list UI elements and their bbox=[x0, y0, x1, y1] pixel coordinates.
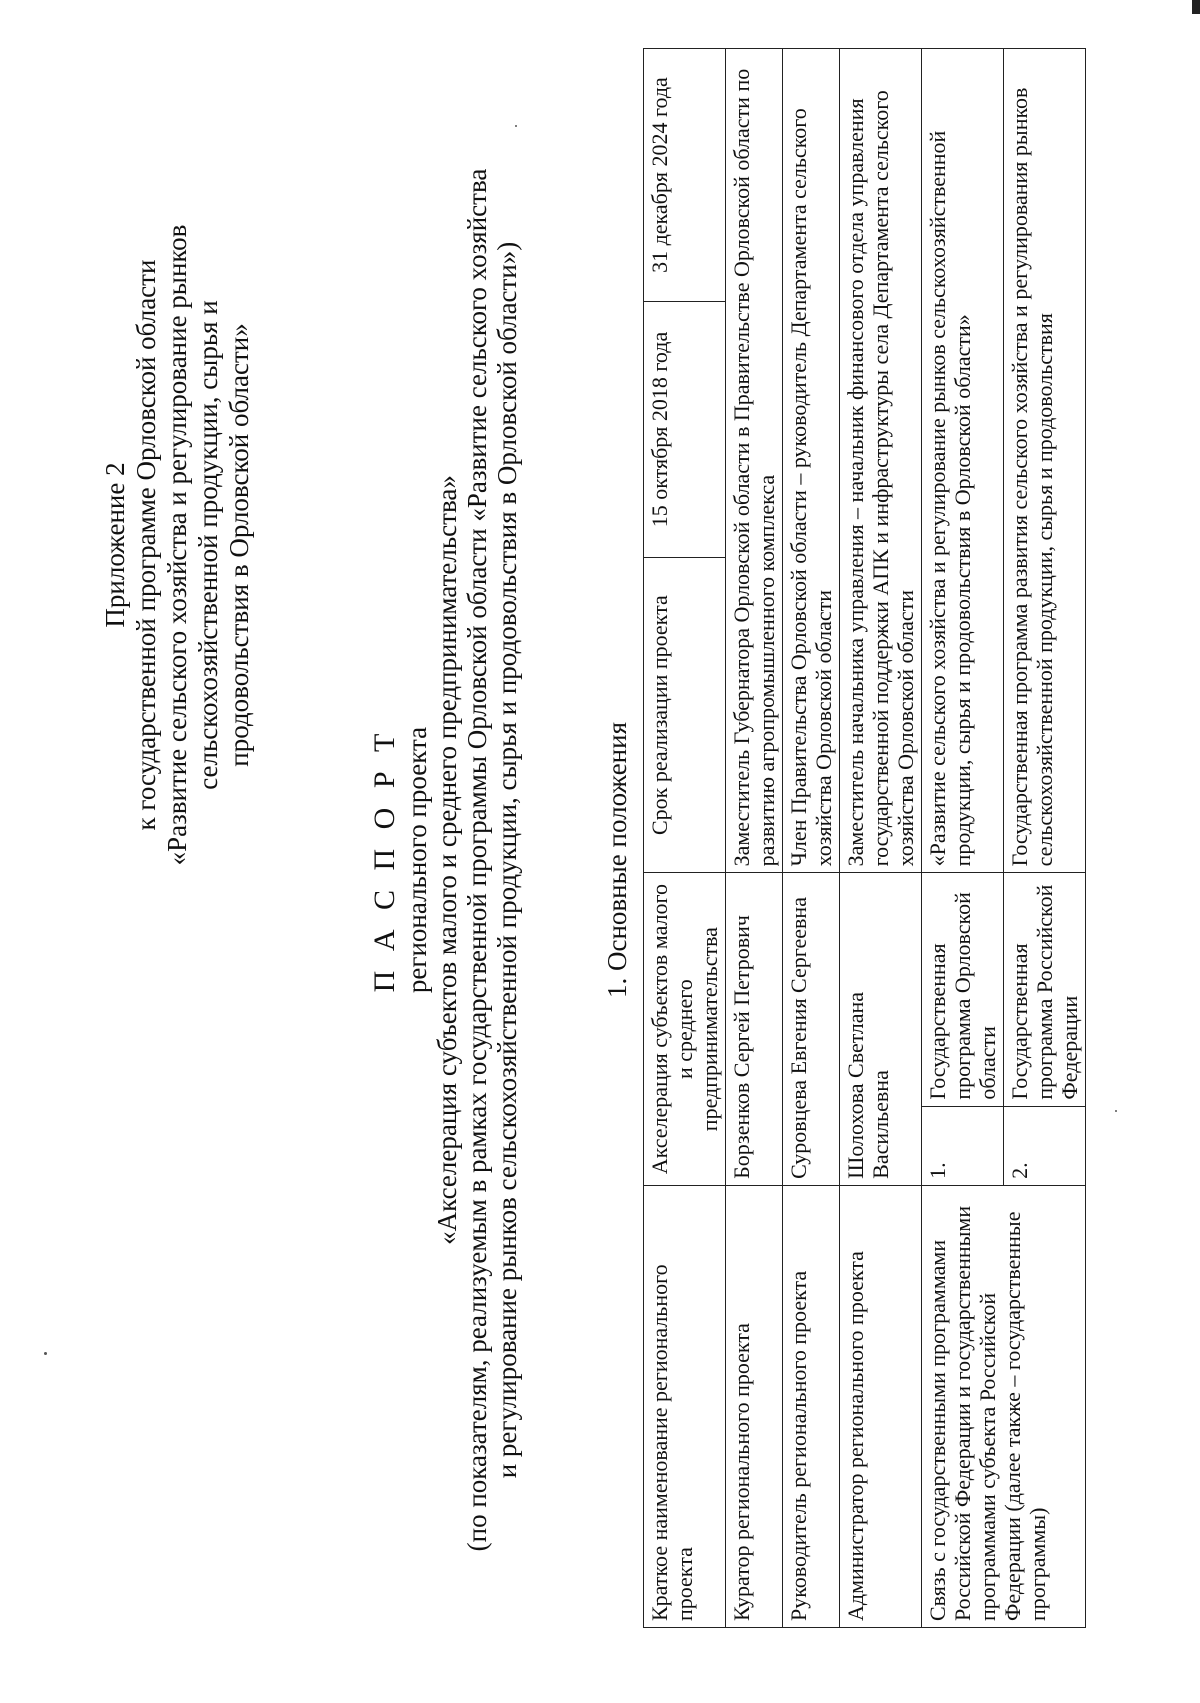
term-label: Срок реализации проекта bbox=[644, 557, 726, 873]
program-number: 2. bbox=[1004, 1106, 1086, 1185]
term-start: 15 октября 2018 года bbox=[644, 302, 726, 558]
appendix-line-4: сельскохозяйственной продукции, сырья и bbox=[193, 300, 223, 790]
person-name: Шолохова Светлана Васильевна bbox=[840, 873, 922, 1185]
table-row bbox=[922, 49, 1004, 1628]
title-line-4: и регулирование рынков сельскохозяйственной продукции, сырья и продовольствия в Орловской области») bbox=[492, 241, 522, 1479]
table-row bbox=[840, 49, 922, 1628]
short-name-value: Акселерация субъектов малого и среднего предпринимательства bbox=[644, 873, 726, 1185]
table-row bbox=[644, 49, 726, 1628]
appendix-line-3: «Развитие сельского хозяйства и регулирование рынков bbox=[162, 224, 192, 866]
row-label: Администратор регионального проекта bbox=[840, 1185, 922, 1627]
person-position: Заместитель начальника управления – начальник финансового отдела управления государственной поддержки АПК и инфраструктуры села Департамента сельского хозяйства Орловской области bbox=[840, 49, 922, 873]
person-position: Член Правительства Орловской области – руководитель Департамента сельского хозяйства Орловской области bbox=[783, 49, 840, 873]
scan-edge-mark bbox=[1192, 0, 1200, 14]
program-type: Государственная программа Орловской области bbox=[922, 873, 1004, 1106]
title-line-1: регионального проекта bbox=[402, 726, 432, 994]
appendix-header bbox=[100, 195, 255, 895]
program-type: Государственная программа Российской Федерации bbox=[1004, 873, 1086, 1106]
term-end: 31 декабря 2024 года bbox=[644, 49, 726, 302]
row-label: Куратор регионального проекта bbox=[726, 1185, 783, 1627]
program-number: 1. bbox=[922, 1106, 1004, 1185]
appendix-line-2: к государственной программе Орловской области bbox=[131, 259, 161, 831]
passport-heading: П А С П О Р Т bbox=[368, 727, 401, 993]
row-label: Связь с государственными программами Российской Федерации и государственными программами субъекта Российской Федерации (далее также – государственные программы) bbox=[922, 1185, 1086, 1627]
person-name: Борзенков Сергей Петрович bbox=[726, 873, 783, 1185]
row-label: Краткое наименование регионального проекта bbox=[644, 1185, 726, 1627]
passport-table bbox=[643, 48, 1086, 1628]
appendix-line-5: продовольствия в Орловской области» bbox=[224, 323, 254, 767]
row-label: Руководитель регионального проекта bbox=[783, 1185, 840, 1627]
program-name: «Развитие сельского хозяйства и регулирование рынков сельскохозяйственной продукции, сырья и продовольствия в Орловской области» bbox=[922, 49, 1004, 873]
title-line-2: «Акселерация субъектов малого и среднего предпринимательства» bbox=[432, 475, 462, 1245]
program-name: Государственная программа развития сельского хозяйства и регулирования рынков сельскохозяйственной продукции, сырья и продовольствия bbox=[1004, 49, 1086, 873]
person-name: Суровцева Евгения Сергеевна bbox=[783, 873, 840, 1185]
table-row bbox=[726, 49, 783, 1628]
person-position: Заместитель Губернатора Орловской области в Правительстве Орловской области по развитию агропромышленного комплекса bbox=[726, 49, 783, 873]
rotated-content bbox=[30, 30, 1140, 1690]
section-heading: 1. Основные положения bbox=[602, 722, 632, 998]
title-line-3: (по показателям, реализуемым в рамках государственной программы Орловской области «Развитие сельского хозяйства bbox=[462, 168, 492, 1552]
appendix-line-1: Приложение 2 bbox=[100, 462, 130, 628]
table-row bbox=[783, 49, 840, 1628]
document-title bbox=[370, 30, 522, 1690]
